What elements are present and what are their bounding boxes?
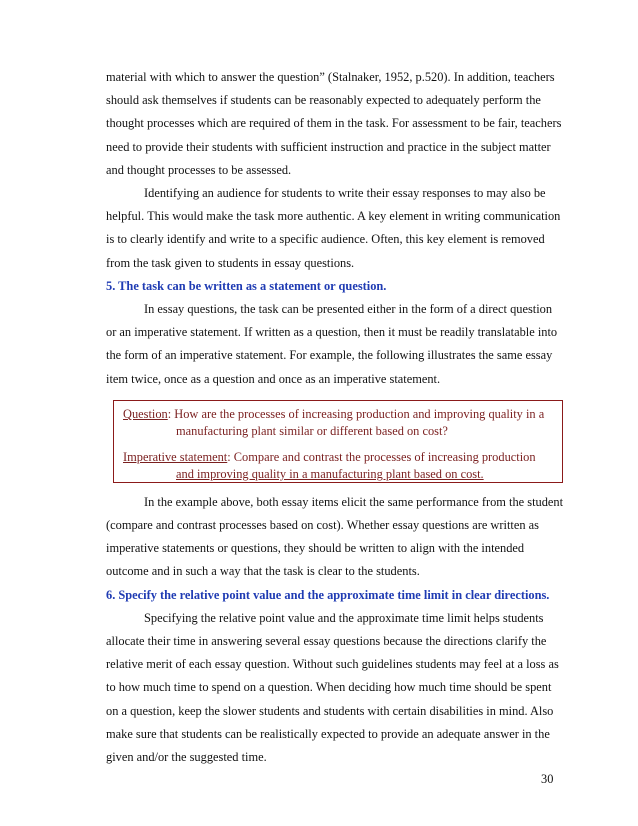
question-text-continued: manufacturing plant similar or different based on cost? (176, 423, 448, 438)
paragraph: In essay questions, the task can be presented either in the form of a direct question or an imperative statement. If written as a question, then it must be readily translatable into the form of an imperative statement. For example, the following illustrates the same essay item twice, once as a question and once as an imperative statement. (106, 302, 558, 386)
statement-example (114, 449, 562, 483)
paragraph: Specifying the relative point value and the approximate time limit helps students allocate their time in answering several essay questions because the directions clarify the relative merit of each essay question. Without such guidelines students may feel at a loss as to how much time to spend on a question. When deciding how much time should be spent on a question, keep the slower students and students with certain disabilities in mind. Also make sure that students can be realistically expected to provide an adequate answer in the given and/or the suggested time. (106, 610, 559, 765)
statement-text-continued: and improving quality in a manufacturing plant based on cost. (176, 466, 484, 481)
example-box (113, 400, 563, 483)
statement-label: Imperative statement (123, 449, 228, 464)
paragraph: In the example above, both essay items elicit the same performance from the student (compare and contrast processes based on cost). Whether essay questions are written as imperative statements or questions, they should be written to align with the intended outcome and in such a way that the task is clear to the students. (106, 494, 564, 579)
question-label: Question (123, 406, 168, 421)
page-content (106, 66, 564, 769)
page-number: 30 (541, 772, 554, 786)
question-example (114, 406, 562, 440)
question-text: : How are the processes of increasing production and improving quality in a (167, 406, 545, 421)
statement-text: : Compare and contrast the processes of increasing production (227, 449, 536, 464)
paragraph: material with which to answer the question” (Stalnaker, 1952, p.520). In addition, teachers should ask themselves if students can be reasonably expected to adequately perform the thought processes which are required of them in the task. For assessment to be fair, teachers need to provide their students with sufficient instruction and practice in the subject matter and thought processes to be assessed. (106, 70, 562, 177)
section-heading: 5. The task can be written as a statement or question. (106, 278, 387, 293)
paragraph: Identifying an audience for students to write their essay responses to may also be helpful. This would make the task more authentic. A key element in writing communication is to clearly identify and write to a specific audience. Often, this key element is removed from the task given to students in essay questions. (106, 186, 561, 270)
section-heading: 6. Specify the relative point value and the approximate time limit in clear directions. (106, 587, 550, 602)
